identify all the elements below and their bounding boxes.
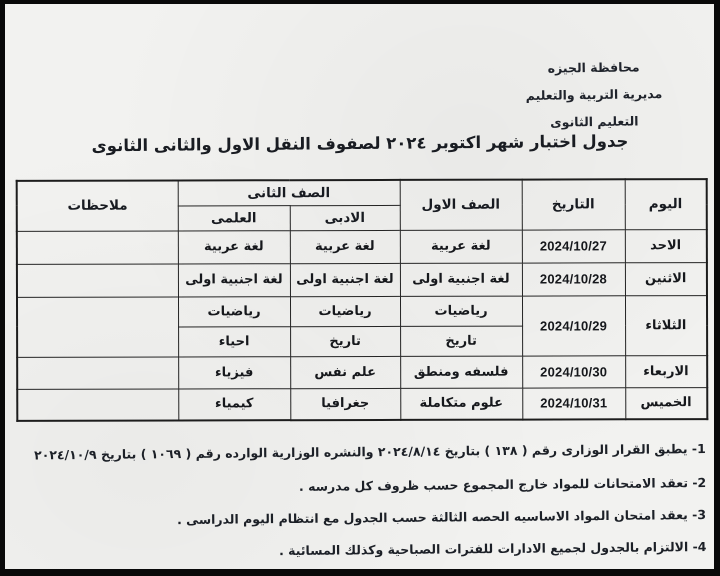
header-notes: ملاحظات	[17, 180, 178, 230]
scan-edge-left	[0, 0, 5, 576]
header-grade2: الصف الثانى	[178, 180, 400, 206]
cell-date: 2024/10/27	[522, 229, 625, 262]
cell-date: 2024/10/30	[522, 355, 625, 387]
cell-day: الاثنين	[625, 262, 707, 295]
exam-schedule-table	[16, 178, 709, 422]
cell-scientific-subject: لغة اجنبية اولى	[178, 263, 290, 296]
cell-scientific-subject: كيمياء	[178, 388, 290, 420]
letterhead-governorate: محافظة الجيزه	[547, 59, 640, 76]
footnote-3: 3- يعقد امتحان المواد الاساسيه الحصه الثالثة حسب الجدول مع انتظام اليوم الدراسى .	[176, 507, 707, 528]
footnote-1: 1- يطبق القرار الوزارى رقم ( ١٣٨ ) بتاريخ ٢٠٢٤/٨/١٤ والنشره الوزارية الوارده رقم ( ١٠٦٩ ) بتاريخ ٢٠٢٤/١٠/٩	[34, 441, 707, 463]
cell-literary-subject: لغة اجنبية اولى	[290, 263, 400, 296]
header-day: اليوم	[625, 179, 707, 229]
letterhead-department: التعليم الثانوى	[550, 113, 639, 130]
cell-scientific-subject: احياء	[178, 326, 290, 356]
cell-date: 2024/10/31	[522, 387, 625, 419]
scan-edge-top	[0, 0, 720, 4]
cell-day: الاحد	[625, 229, 707, 262]
cell-day: الاربعاء	[625, 355, 707, 387]
cell-literary-subject: رياضيات	[290, 296, 400, 326]
header-grade1: الصف الاول	[400, 180, 522, 230]
cell-notes	[17, 230, 178, 263]
table-row-sunday	[17, 229, 707, 264]
cell-literary-subject: لغة عربية	[290, 230, 400, 263]
cell-grade1-subject: فلسفه ومنطق	[400, 356, 522, 388]
scan-edge-right	[714, 0, 720, 576]
letterhead	[523, 53, 664, 136]
cell-literary-subject: جغرافيا	[290, 388, 400, 420]
table-row-monday	[17, 262, 707, 297]
cell-day: الخميس	[625, 387, 707, 419]
cell-notes	[17, 388, 178, 420]
cell-notes	[17, 296, 178, 356]
cell-literary-subject: علم نفس	[290, 356, 400, 388]
cell-date: 2024/10/28	[522, 262, 625, 295]
table-row-wednesday	[17, 355, 707, 389]
header-scientific: العلمى	[178, 205, 290, 230]
footnote-4: 4- الالتزام بالجدول لجميع الادارات للفترات الصباحية وكذلك المسائية .	[278, 539, 707, 559]
cell-scientific-subject: لغة عربية	[178, 230, 290, 263]
cell-scientific-subject: رياضيات	[178, 296, 290, 326]
cell-grade1-subject: علوم متكاملة	[400, 388, 522, 420]
cell-day: الثلاثاء	[625, 295, 707, 355]
table-row-thursday	[17, 387, 707, 421]
cell-scientific-subject: فيزياء	[178, 356, 290, 388]
table-row-tuesday-first	[17, 295, 707, 327]
letterhead-directorate: مديرية التربية والتعليم	[525, 86, 663, 103]
cell-literary-subject: تاريخ	[290, 326, 400, 356]
header-literary: الادبى	[290, 205, 400, 230]
cell-grade1-subject: لغة اجنبية اولى	[400, 263, 522, 296]
table-header-row	[17, 179, 707, 206]
cell-notes	[17, 356, 178, 388]
cell-grade1-subject: لغة عربية	[400, 230, 522, 263]
cell-grade1-subject: رياضيات	[400, 296, 522, 326]
cell-grade1-subject: تاريخ	[400, 326, 522, 356]
scan-edge-bottom	[0, 569, 720, 576]
header-date: التاريخ	[522, 179, 625, 229]
footnote-2: 2- تعقد الامتحانات للمواد خارج المجموع حسب ظروف كل مدرسه .	[298, 475, 707, 494]
cell-date: 2024/10/29	[522, 295, 625, 355]
cell-notes	[17, 263, 178, 296]
page-title: جدول اختبار شهر اكتوبر ٢٠٢٤ لصفوف النقل الاول والثانى الثانوى	[91, 131, 629, 156]
